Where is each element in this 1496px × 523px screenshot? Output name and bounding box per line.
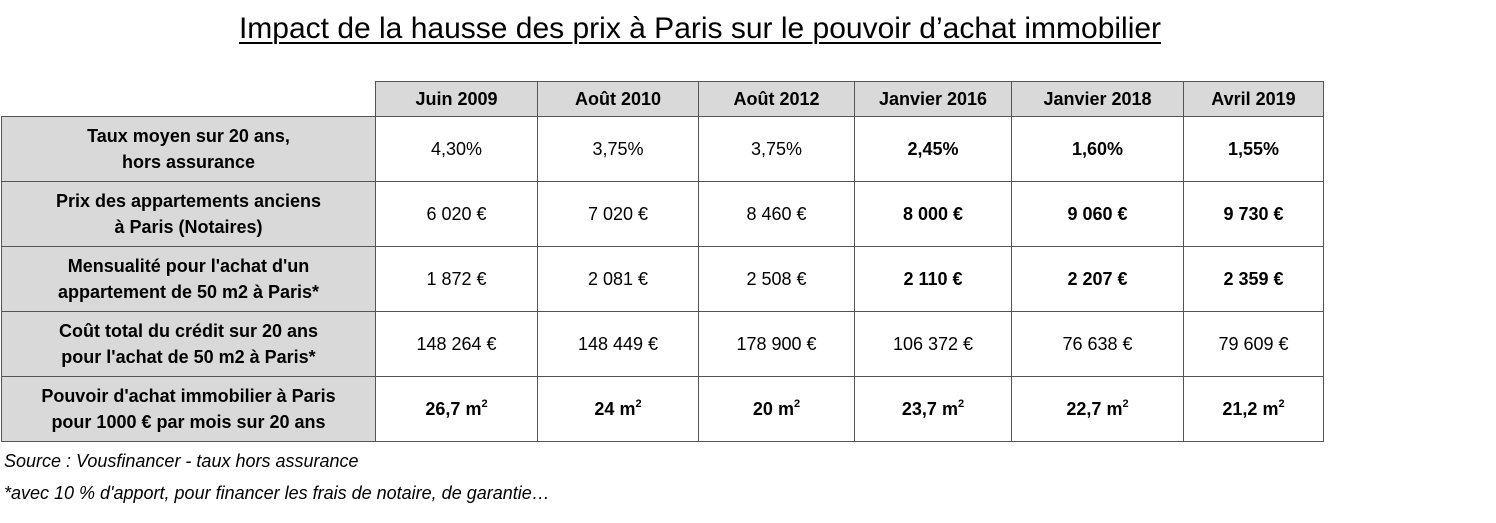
table-cell: 148 449 € [538,312,699,377]
row-header [2,312,376,377]
table-cell: 1,60% [1012,117,1184,182]
table-cell [855,377,1012,442]
row-label-line: à Paris (Notaires) [114,217,263,237]
table-cell: 2,45% [855,117,1012,182]
cell-value: 23,7 m [901,399,958,419]
row-label-line: hors assurance [121,152,256,172]
row-label-line: Pouvoir d'achat immobilier à Paris [41,386,336,406]
column-header: Janvier 2016 [855,82,1012,117]
table-cell: 1 872 € [376,247,538,312]
column-header: Janvier 2018 [1012,82,1184,117]
table-cell: 178 900 € [699,312,855,377]
cell-value: 21,2 m [1222,399,1279,419]
row-label-line: appartement de 50 m2 à Paris* [57,282,320,302]
table-cell: 4,30% [376,117,538,182]
row-label-line: Mensualité pour l'achat d'un [67,256,310,276]
table-cell: 76 638 € [1012,312,1184,377]
cell-value: 24 m [594,399,636,419]
table-cell: 2 081 € [538,247,699,312]
table-cell: 1,55% [1184,117,1324,182]
table-cell: 6 020 € [376,182,538,247]
table-cell [1012,377,1184,442]
superscript: 2 [481,398,488,410]
table-cell: 148 264 € [376,312,538,377]
superscript: 2 [793,398,801,410]
column-header: Juin 2009 [376,82,538,117]
page-title: Impact de la hausse des prix à Paris sur le pouvoir d’achat immobilier [238,12,1162,45]
table-row [2,182,1324,247]
superscript: 2 [1278,398,1285,410]
cell-value: 26,7 m [425,399,482,419]
row-label-line: pour l'achat de 50 m2 à Paris* [61,347,316,367]
table-cell: 8 000 € [855,182,1012,247]
table-cell: 8 460 € [699,182,855,247]
row-header [2,117,376,182]
cell-value: 22,7 m [1066,399,1123,419]
table-cell [1184,377,1324,442]
footnote: *avec 10 % d'apport, pour financer les frais de notaire, de garantie… [4,483,550,503]
table-cell: 9 730 € [1184,182,1324,247]
column-header: Avril 2019 [1184,82,1324,117]
table-cell: 3,75% [538,117,699,182]
column-header: Août 2012 [699,82,855,117]
table-cell [699,377,855,442]
superscript: 2 [957,398,965,410]
table-cell: 3,75% [699,117,855,182]
table-cell [376,377,538,442]
table-cell: 2 110 € [855,247,1012,312]
row-header [2,182,376,247]
row-label-line: Prix des appartements anciens [55,191,322,211]
corner-cell [2,82,376,117]
table-cell: 106 372 € [855,312,1012,377]
table-cell [538,377,699,442]
table-cell: 2 359 € [1184,247,1324,312]
table-row [2,117,1324,182]
table-row [2,247,1324,312]
superscript: 2 [1122,398,1129,410]
table-row [2,312,1324,377]
header-row [2,82,1324,117]
row-label-line: Coût total du crédit sur 20 ans [58,321,319,341]
row-header [2,377,376,442]
table-cell: 9 060 € [1012,182,1184,247]
source-note: Source : Vousfinancer - taux hors assurance [4,451,359,471]
data-table [1,81,1324,442]
superscript: 2 [635,398,642,410]
table-row [2,377,1324,442]
table-cell: 7 020 € [538,182,699,247]
column-header: Août 2010 [538,82,699,117]
row-label-line: Taux moyen sur 20 ans, [87,126,290,146]
row-header [2,247,376,312]
table-cell: 2 207 € [1012,247,1184,312]
cell-value: 20 m [752,399,794,419]
row-label-line: pour 1000 € par mois sur 20 ans [51,412,326,432]
table-cell: 79 609 € [1184,312,1324,377]
table-cell: 2 508 € [699,247,855,312]
